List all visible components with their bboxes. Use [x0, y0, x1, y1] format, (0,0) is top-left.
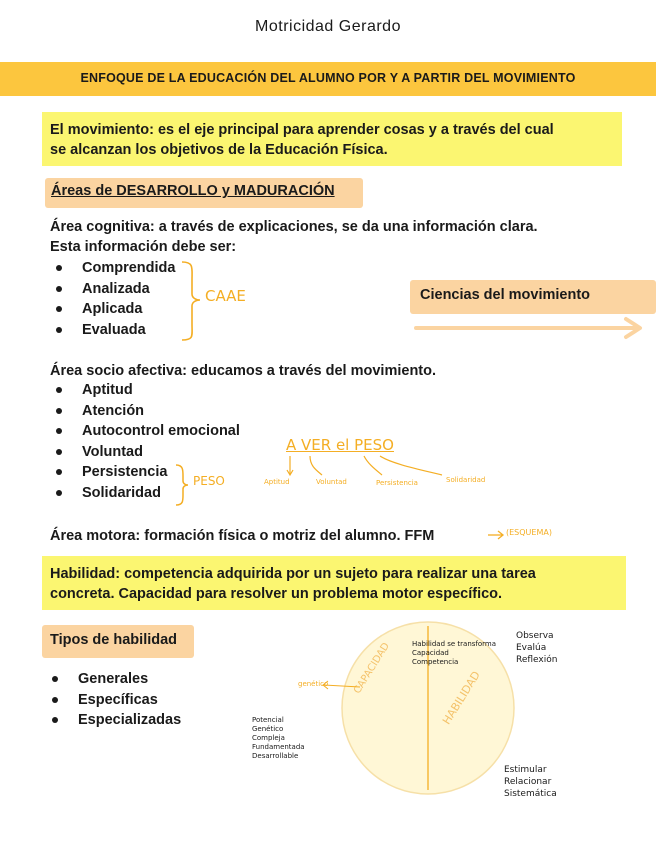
note-line: Potencial [252, 716, 284, 724]
socio-line: Área socio afectiva: educamos a través del movimiento. [50, 363, 437, 379]
cognitive-area [50, 217, 538, 257]
diagram-top-notes [412, 640, 496, 667]
arrow-right-icon [414, 316, 648, 340]
note-line: Evalúa [516, 643, 547, 653]
peso-note-item: Persistencia [376, 479, 418, 487]
note-line: Relacionar [504, 777, 552, 787]
note-line: Habilidad se transforma [412, 640, 497, 648]
tipos-heading-label: Tipos de habilidad [50, 632, 178, 648]
cognitive-brace-icon [176, 258, 206, 344]
list-item: Persistencia [48, 462, 240, 483]
list-item: Solidaridad [48, 483, 240, 504]
motora-line: Área motora: formación física o motriz del alumno. FFM [50, 528, 435, 544]
list-item: Voluntad [48, 442, 240, 463]
habilidad-label: HABILIDAD [440, 668, 483, 727]
cognitive-line2: Esta información debe ser: [50, 239, 237, 255]
habilidad-definition-line2: concreta. Capacidad para resolver un problema motor específico. [50, 586, 503, 602]
note-line: Fundamentada [252, 743, 305, 751]
caae-note: CAAE [205, 287, 246, 305]
list-item: Específicas [44, 690, 181, 711]
peso-note-item: Aptitud [264, 478, 290, 486]
tipos-heading [42, 625, 194, 658]
note-line: Reflexión [516, 655, 558, 665]
peso-arrows-icon [282, 454, 462, 480]
cognitive-line1: Área cognitiva: a través de explicaciones, se da una información clara. [50, 219, 538, 235]
habilidad-notes-top [516, 630, 557, 666]
note-line: Genético [252, 725, 284, 733]
habilidad-definition-line1: Habilidad: competencia adquirida por un sujeto para realizar una tarea [50, 566, 536, 582]
page-title: Motricidad Gerardo [255, 18, 401, 35]
areas-heading [45, 178, 363, 208]
note-line: Sistemática [504, 789, 557, 799]
list-item: Autocontrol emocional [48, 421, 240, 442]
list-item: Evaluada [48, 320, 175, 341]
list-item: Generales [44, 669, 181, 690]
note-line: Competencia [412, 658, 459, 666]
note-line: Estimular [504, 765, 547, 775]
note-line: Observa [516, 631, 554, 641]
socio-brace-icon [172, 462, 194, 508]
capacidad-traits [252, 716, 305, 761]
cognitive-list [48, 258, 175, 340]
peso-note-item: Voluntad [316, 478, 347, 486]
movement-definition [50, 120, 554, 160]
ciencias-label: Ciencias del movimiento [420, 287, 591, 303]
ciencias-tag [410, 280, 656, 314]
movement-definition-line2: se alcanzan los objetivos de la Educación Física. [50, 142, 388, 158]
esquema-note: (ESQUEMA) [506, 528, 552, 537]
habilidad-notes-bottom [504, 764, 557, 800]
peso-note-item: Solidaridad [446, 476, 486, 484]
note-line: Desarrollable [252, 752, 299, 760]
arrow-right-icon [486, 528, 506, 542]
note-line: Compleja [252, 734, 285, 742]
capacidad-label: CAPACIDAD [352, 640, 393, 696]
list-item: Comprendida [48, 258, 175, 279]
list-item: Especializadas [44, 710, 181, 731]
list-item: Aptitud [48, 380, 240, 401]
list-item: Analizada [48, 279, 175, 300]
note-line: Capacidad [412, 649, 449, 657]
habilidad-definition [50, 564, 536, 604]
genetico-note: genético [298, 680, 329, 688]
movement-definition-line1: El movimiento: es el eje principal para aprender cosas y a través del cual [50, 122, 554, 138]
areas-heading-label: Áreas de DESARROLLO y MADURACIÓN [51, 183, 335, 199]
peso-note-title: A VER el PESO [286, 436, 394, 454]
banner-heading: ENFOQUE DE LA EDUCACIÓN DEL ALUMNO POR Y A PARTIR DEL MOVIMIENTO [80, 71, 576, 85]
list-item: Atención [48, 401, 240, 422]
tipos-list [44, 669, 181, 731]
peso-note: PESO [193, 474, 225, 488]
arrow-left-icon [320, 678, 364, 694]
list-item: Aplicada [48, 299, 175, 320]
